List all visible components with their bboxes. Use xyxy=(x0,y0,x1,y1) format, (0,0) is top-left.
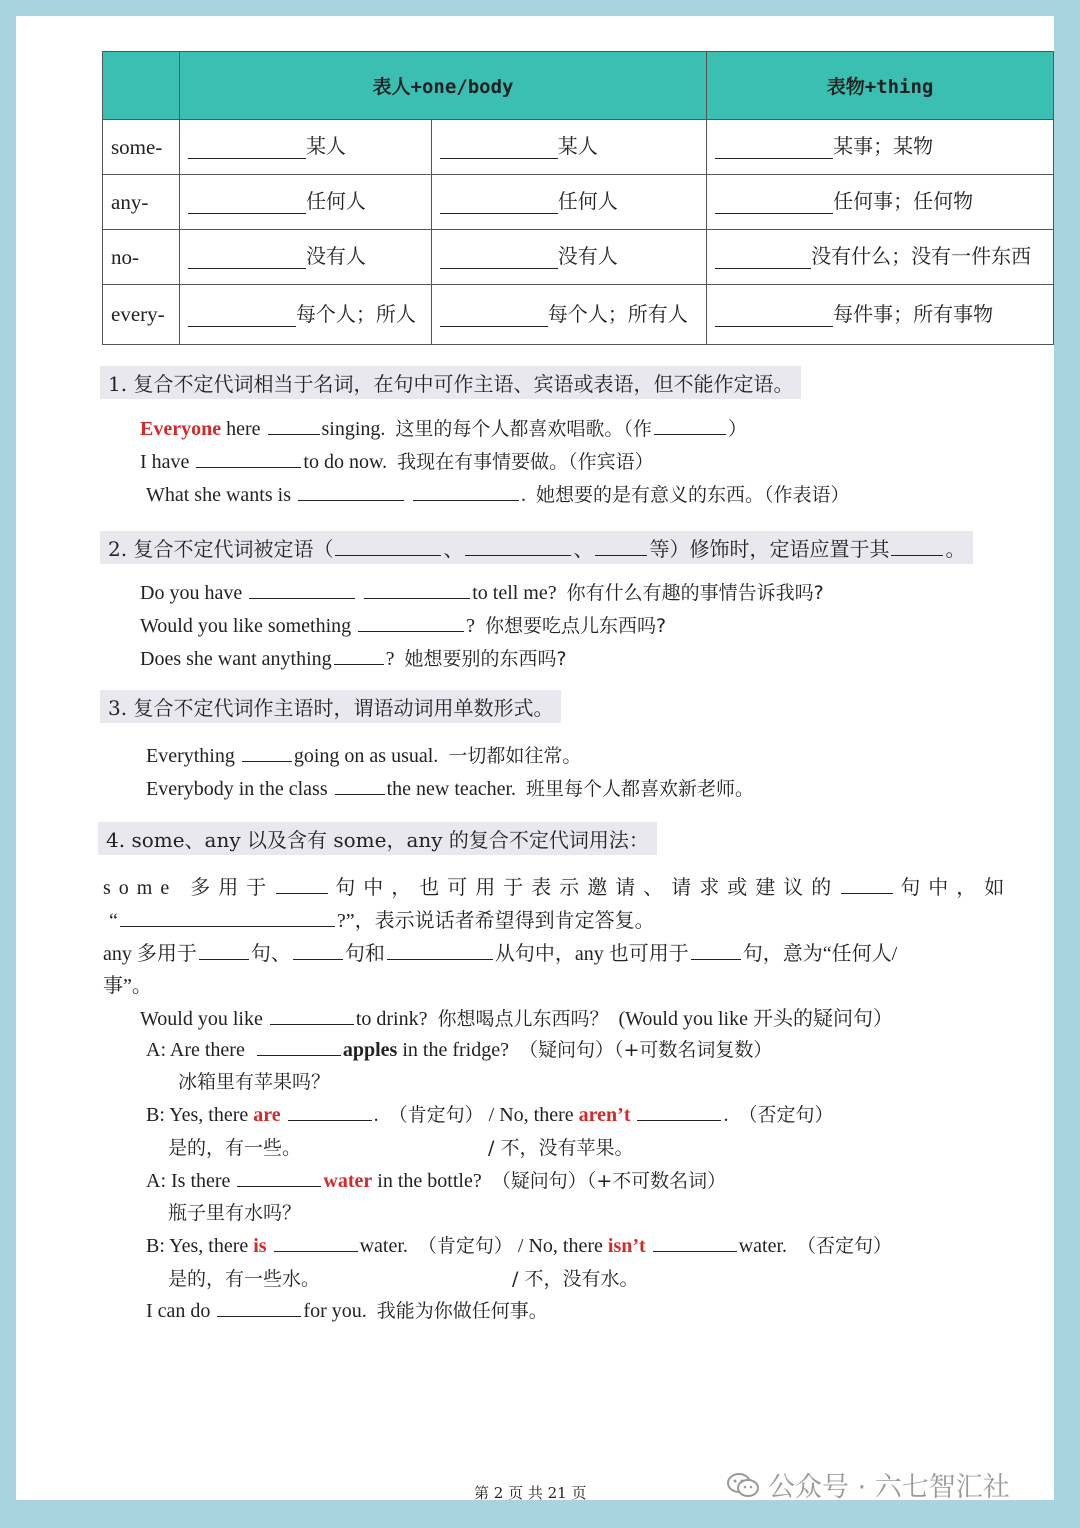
s4-translation-a1 xyxy=(178,1067,330,1094)
text: going on as usual. xyxy=(293,745,439,767)
answer-blank xyxy=(237,1170,321,1187)
table-cell xyxy=(707,230,1054,285)
translation: （疑问句）（+不可数名词） xyxy=(491,1170,727,1192)
text: ? xyxy=(466,615,476,637)
translation: 她想要别的东西吗? xyxy=(404,648,567,670)
table-cell xyxy=(431,175,706,230)
text: ?”，表示说话者希望得到肯定答复。 xyxy=(336,910,655,932)
answer-blank xyxy=(465,539,571,556)
translation: 冰箱里有苹果吗？ xyxy=(178,1071,331,1093)
translation: 你想要吃点儿东西吗? xyxy=(485,615,667,637)
highlight-word: water xyxy=(323,1170,373,1192)
translation: （肯定句） xyxy=(388,1104,484,1126)
text: A: Is there xyxy=(146,1170,236,1192)
text: Does she want anything xyxy=(140,648,332,670)
text: . xyxy=(723,1104,729,1126)
translation: 我现在有事情要做。（作宾语） xyxy=(397,451,654,473)
answer-blank xyxy=(595,539,647,556)
s4-para-1 xyxy=(103,871,1012,900)
table-cell xyxy=(707,120,1054,175)
text: B: Yes, there xyxy=(146,1104,254,1126)
s4-example-c xyxy=(146,1296,548,1323)
document-page xyxy=(16,16,1054,1500)
answer-blank xyxy=(274,1235,358,1252)
answer-blank xyxy=(335,778,385,795)
row-prefix: any- xyxy=(103,175,180,230)
table-cell xyxy=(431,285,706,345)
text: 。 xyxy=(945,537,966,561)
translation: （否定句） xyxy=(797,1235,893,1257)
cell-text: 没有什么；没有一件东西 xyxy=(811,244,1032,268)
section3-heading: 3. 复合不定代词作主语时，谓语动词用单数形式。 xyxy=(100,690,561,723)
translation: 瓶子里有水吗？ xyxy=(168,1202,302,1224)
highlight-word: aren’t xyxy=(578,1104,631,1126)
translation: / 不，没有苹果。 xyxy=(488,1137,634,1159)
text: in the fridge? xyxy=(397,1039,509,1061)
s3-example-1 xyxy=(146,741,581,768)
answer-blank xyxy=(257,1039,341,1056)
text: Everybody in the class xyxy=(146,778,333,800)
s2-example-3 xyxy=(140,644,567,671)
text: here xyxy=(221,418,266,440)
text: . xyxy=(520,484,526,506)
text: 、 xyxy=(573,537,594,561)
highlight-word: apples xyxy=(342,1039,398,1061)
text: any 多用于 xyxy=(103,943,197,965)
s4-translation-a2 xyxy=(168,1198,301,1225)
text: 句中，也可用于表示邀请、请求或建议的 xyxy=(335,877,840,899)
table-cell xyxy=(179,230,431,285)
table-row xyxy=(103,230,1054,285)
s4-translation-b2 xyxy=(168,1264,320,1291)
table-row xyxy=(103,175,1054,230)
row-prefix: every- xyxy=(103,285,180,345)
s1-example-1 xyxy=(140,414,747,441)
table-row xyxy=(103,120,1054,175)
cell-text: 某人 xyxy=(305,134,346,158)
text: water. xyxy=(738,1235,787,1257)
s2-example-1 xyxy=(140,578,824,605)
text: Everything xyxy=(146,745,240,767)
text: / No, there xyxy=(483,1104,579,1126)
cell-text: 任何人 xyxy=(305,189,366,213)
answer-blank xyxy=(199,943,249,960)
cell-text: 每个人；所人 xyxy=(295,301,416,326)
answer-blank xyxy=(334,648,384,665)
text: to tell me? xyxy=(472,582,557,604)
answer-blank xyxy=(413,484,519,501)
cell-text: 每个人；所有人 xyxy=(547,301,688,326)
answer-blank xyxy=(288,1104,372,1121)
s4-para-2b: 事”。 xyxy=(103,975,152,997)
s4-example-b2 xyxy=(146,1231,892,1258)
answer-blank xyxy=(364,582,470,599)
table-corner xyxy=(103,52,180,120)
text: 句，意为“任何人/ xyxy=(742,943,898,965)
table-cell xyxy=(431,120,706,175)
table-cell xyxy=(431,230,706,285)
text: B: Yes, there xyxy=(146,1235,254,1257)
text: “ xyxy=(109,910,118,932)
highlight-word: are xyxy=(253,1104,281,1126)
text: A: Are there xyxy=(146,1039,250,1061)
section4-heading: 4. some、any 以及含有 some，any 的复合不定代词用法： xyxy=(98,822,657,855)
answer-blank xyxy=(654,418,726,435)
cell-text: 没有人 xyxy=(305,244,366,268)
table-cell xyxy=(707,285,1054,345)
translation: 是的，有一些水。 xyxy=(168,1268,321,1290)
translation: （否定句） xyxy=(738,1104,834,1126)
answer-blank xyxy=(120,910,335,927)
s4-example-a2 xyxy=(146,1166,726,1193)
table-cell xyxy=(179,285,431,345)
text: Would you like xyxy=(140,1008,268,1030)
highlight-word: is xyxy=(253,1235,267,1257)
answer-blank xyxy=(242,745,292,762)
table-cell xyxy=(707,175,1054,230)
s1-example-3 xyxy=(146,480,850,507)
pronoun-table xyxy=(102,51,1054,345)
s4-translation-b1-neg xyxy=(488,1133,633,1160)
highlight-word: isn’t xyxy=(607,1235,646,1257)
answer-blank xyxy=(841,877,893,894)
text: to do now. xyxy=(303,451,388,473)
translation: 是的，有一些。 xyxy=(168,1137,302,1159)
answer-blank xyxy=(217,1300,301,1317)
answer-blank xyxy=(270,1008,354,1025)
cell-text: 没有人 xyxy=(557,244,618,268)
s4-translation-b2-neg xyxy=(512,1264,638,1291)
table-row xyxy=(103,285,1054,345)
note: (Would you like 开头的疑问句） xyxy=(618,1008,893,1030)
cell-text: 任何事；任何物 xyxy=(833,189,974,213)
s4-example-a1 xyxy=(146,1035,772,1062)
text: some 多用于 xyxy=(103,877,275,899)
answer-blank xyxy=(891,539,943,556)
answer-blank xyxy=(653,1235,737,1252)
s4-para-1b xyxy=(109,904,655,933)
s4-example-would xyxy=(140,1002,893,1031)
table-cell xyxy=(179,120,431,175)
text: singing. xyxy=(321,418,386,440)
page-number: 第 2 页 共 21 页 xyxy=(474,1484,587,1500)
translation: 你想喝点儿东西吗？ xyxy=(437,1008,609,1030)
section2-heading xyxy=(100,531,973,564)
translation: 她想要的是有意义的东西。（作表语） xyxy=(535,484,850,506)
answer-blank xyxy=(335,539,441,556)
translation: 一切都如往常。 xyxy=(448,745,582,767)
text: I have xyxy=(140,451,195,473)
s4-example-b1 xyxy=(146,1100,834,1127)
translation: 这里的每个人都喜欢唱歌。（作 xyxy=(395,418,652,440)
text: for you. xyxy=(303,1300,367,1322)
text: 句中，如 xyxy=(900,877,1013,899)
section1-heading: 1. 复合不定代词相当于名词，在句中可作主语、宾语或表语，但不能作定语。 xyxy=(100,366,801,399)
translation: 你有什么有趣的事情告诉我吗? xyxy=(566,582,824,604)
text: . xyxy=(373,1104,379,1126)
text: water. xyxy=(359,1235,408,1257)
header-thing: 表物+thing xyxy=(707,52,1054,120)
cell-text: 任何人 xyxy=(557,189,618,213)
answer-blank xyxy=(276,877,328,894)
s4-translation-b1 xyxy=(168,1133,301,1160)
answer-blank xyxy=(196,451,301,468)
table-cell xyxy=(179,175,431,230)
text: / No, there xyxy=(512,1235,608,1257)
translation: （疑问句）（+可数名词复数） xyxy=(518,1039,773,1061)
answer-blank xyxy=(637,1104,721,1121)
highlight-word: Everyone xyxy=(140,418,222,440)
translation: 班里每个人都喜欢新老师。 xyxy=(526,778,755,800)
watermark xyxy=(726,1465,1010,1500)
text: I can do xyxy=(146,1300,216,1322)
text: Would you like something xyxy=(140,615,357,637)
text: the new teacher. xyxy=(386,778,516,800)
s4-para-2 xyxy=(103,937,897,966)
answer-blank xyxy=(691,943,741,960)
text: 从句中，any 也可用于 xyxy=(494,943,689,965)
s2-example-2 xyxy=(140,611,666,638)
text: ? xyxy=(385,648,395,670)
answer-blank xyxy=(298,484,404,501)
answer-blank xyxy=(293,943,343,960)
row-prefix: no- xyxy=(103,230,180,285)
text: in the bottle? xyxy=(372,1170,482,1192)
row-prefix: some- xyxy=(103,120,180,175)
wechat-icon xyxy=(726,1471,760,1499)
translation: （肯定句） xyxy=(417,1235,513,1257)
cell-text: 某人 xyxy=(557,134,598,158)
text: 句和 xyxy=(344,943,385,965)
text: 、 xyxy=(443,537,464,561)
header-person: 表人+one/body xyxy=(179,52,706,120)
text: What she wants is xyxy=(146,484,296,506)
translation: / 不，没有水。 xyxy=(512,1268,639,1290)
answer-blank xyxy=(387,943,493,960)
s1-example-2 xyxy=(140,447,654,474)
text: ） xyxy=(727,418,747,440)
text: 2. 复合不定代词被定语（ xyxy=(108,537,334,561)
cell-text: 每件事；所有事物 xyxy=(833,301,994,326)
answer-blank xyxy=(358,615,464,632)
answer-blank xyxy=(268,418,320,435)
s3-example-2 xyxy=(146,774,754,801)
watermark-text: 公众号 · 六七智汇社 xyxy=(768,1472,1010,1500)
text: Do you have xyxy=(140,582,248,604)
translation: 我能为你做任何事。 xyxy=(376,1300,548,1322)
text: to drink? xyxy=(355,1008,428,1030)
answer-blank xyxy=(249,582,355,599)
cell-text: 某事；某物 xyxy=(833,134,934,158)
text: 句、 xyxy=(250,943,291,965)
text: 等）修饰时，定语应置于其 xyxy=(649,537,890,561)
